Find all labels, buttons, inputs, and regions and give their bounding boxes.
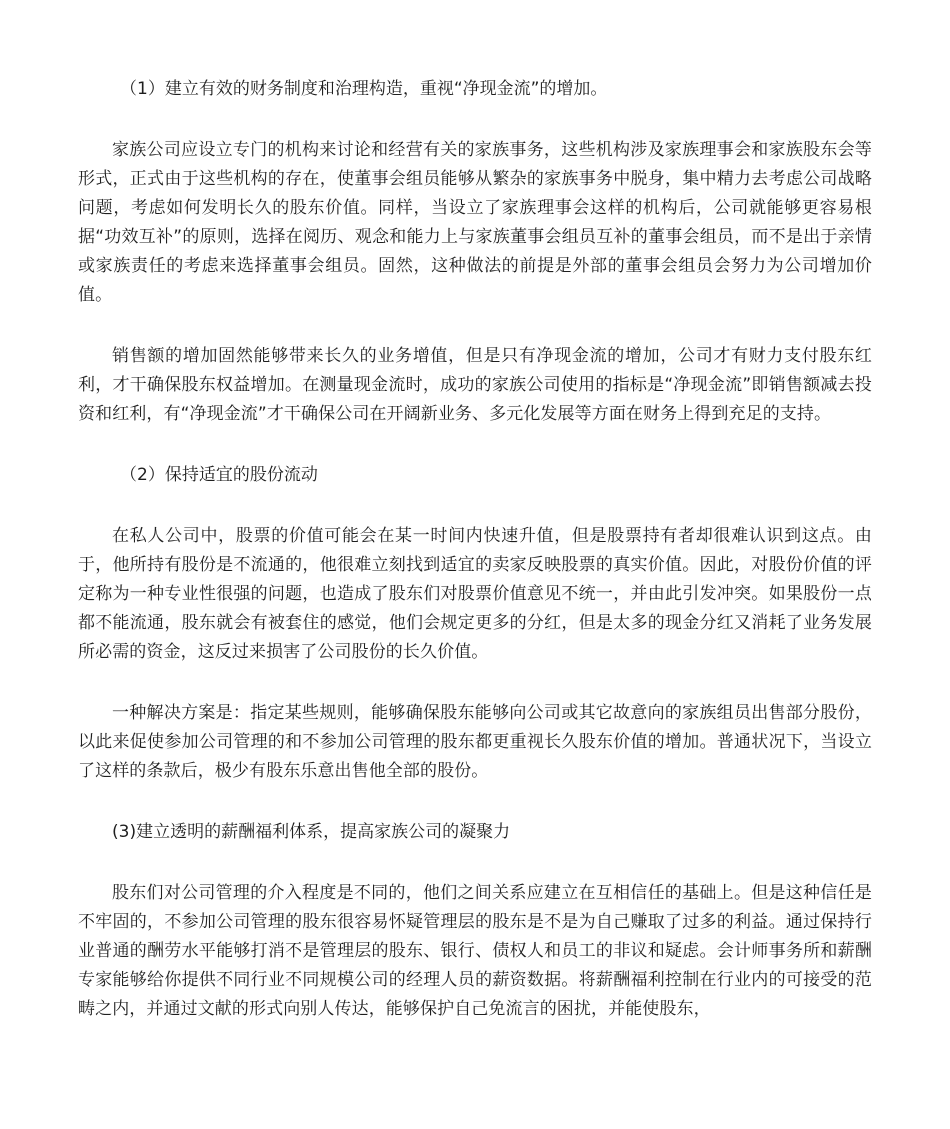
paragraph: 销售额的增加固然能够带来长久的业务增值，但是只有净现金流的增加，公司才有财力支付股东红利，才干确保股东权益增加。在测量现金流时，成功的家族公司使用的指标是“净现金流”即销售额减去投资和红利，有“净现金流”才干确保公司在开阔新业务、多元化发展等方面在财务上得到充足的支持。 bbox=[78, 346, 872, 424]
paragraph: 在私人公司中，股票的价值可能会在某一时间内快速升值，但是股票持有者却很难认识到这点。由于，他所持有股份是不流通的，他很难立刻找到适宜的卖家反映股票的真实价值。因此，对股份价值的评定称为一种专业性很强的问题，也造成了股东们对股票价值意见不统一，并由此引发冲突。如果股份一点都不能流通，股东就会有被套住的感觉，他们会规定更多的分红，但是太多的现金分红又消耗了业务发展所必需的资金，这反过来损害了公司股份的长久价值。 bbox=[78, 526, 872, 662]
section-heading-1: （1）建立有效的财务制度和治理构造，重视“净现金流”的增加。 bbox=[120, 79, 608, 99]
paragraph: 家族公司应设立专门的机构来讨论和经营有关的家族事务，这些机构涉及家族理事会和家族股东会等形式，正式由于这些机构的存在，使董事会组员能够从繁杂的家族事务中脱身，集中精力去考虑公司战略问题，考虑如何发明长久的股东价值。同样，当设立了家族理事会这样的机构后，公司就能够更容易根据“功效互补”的原则，选择在阅历、观念和能力上与家族董事会组员互补的董事会组员，而不是出于亲情或家族责任的考虑来选择董事会组员。固然，这种做法的前提是外部的董事会组员会努力为公司增加价值。 bbox=[78, 140, 872, 305]
paragraph: 股东们对公司管理的介入程度是不同的，他们之间关系应建立在互相信任的基础上。但是这种信任是不牢固的，不参加公司管理的股东很容易怀疑管理层的股东是不是为自己赚取了过多的利益。通过保持行业普通的酬劳水平能够打消不是管理层的股东、银行、债权人和员工的非议和疑虑。会计师事务所和薪酬专家能够给你提供不同行业不同规模公司的经理人员的薪资数据。将薪酬福利控制在行业内的可接受的范畴之内，并通过文献的形式向别人传达，能够保护自己免流言的困扰，并能使股东， bbox=[78, 883, 872, 1019]
paragraph: 一种解决方案是：指定某些规则，能够确保股东能够向公司或其它故意向的家族组员出售部分股份，以此来促使参加公司管理的和不参加公司管理的股东都更重视长久股东价值的增加。普通状况下，当设立了这样的条款后，极少有股东乐意出售他全部的股份。 bbox=[78, 703, 872, 781]
section-heading-3: (3)建立透明的薪酬福利体系，提高家族公司的凝聚力 bbox=[112, 822, 511, 842]
section-heading-2: （2）保持适宜的股份流动 bbox=[120, 465, 318, 485]
